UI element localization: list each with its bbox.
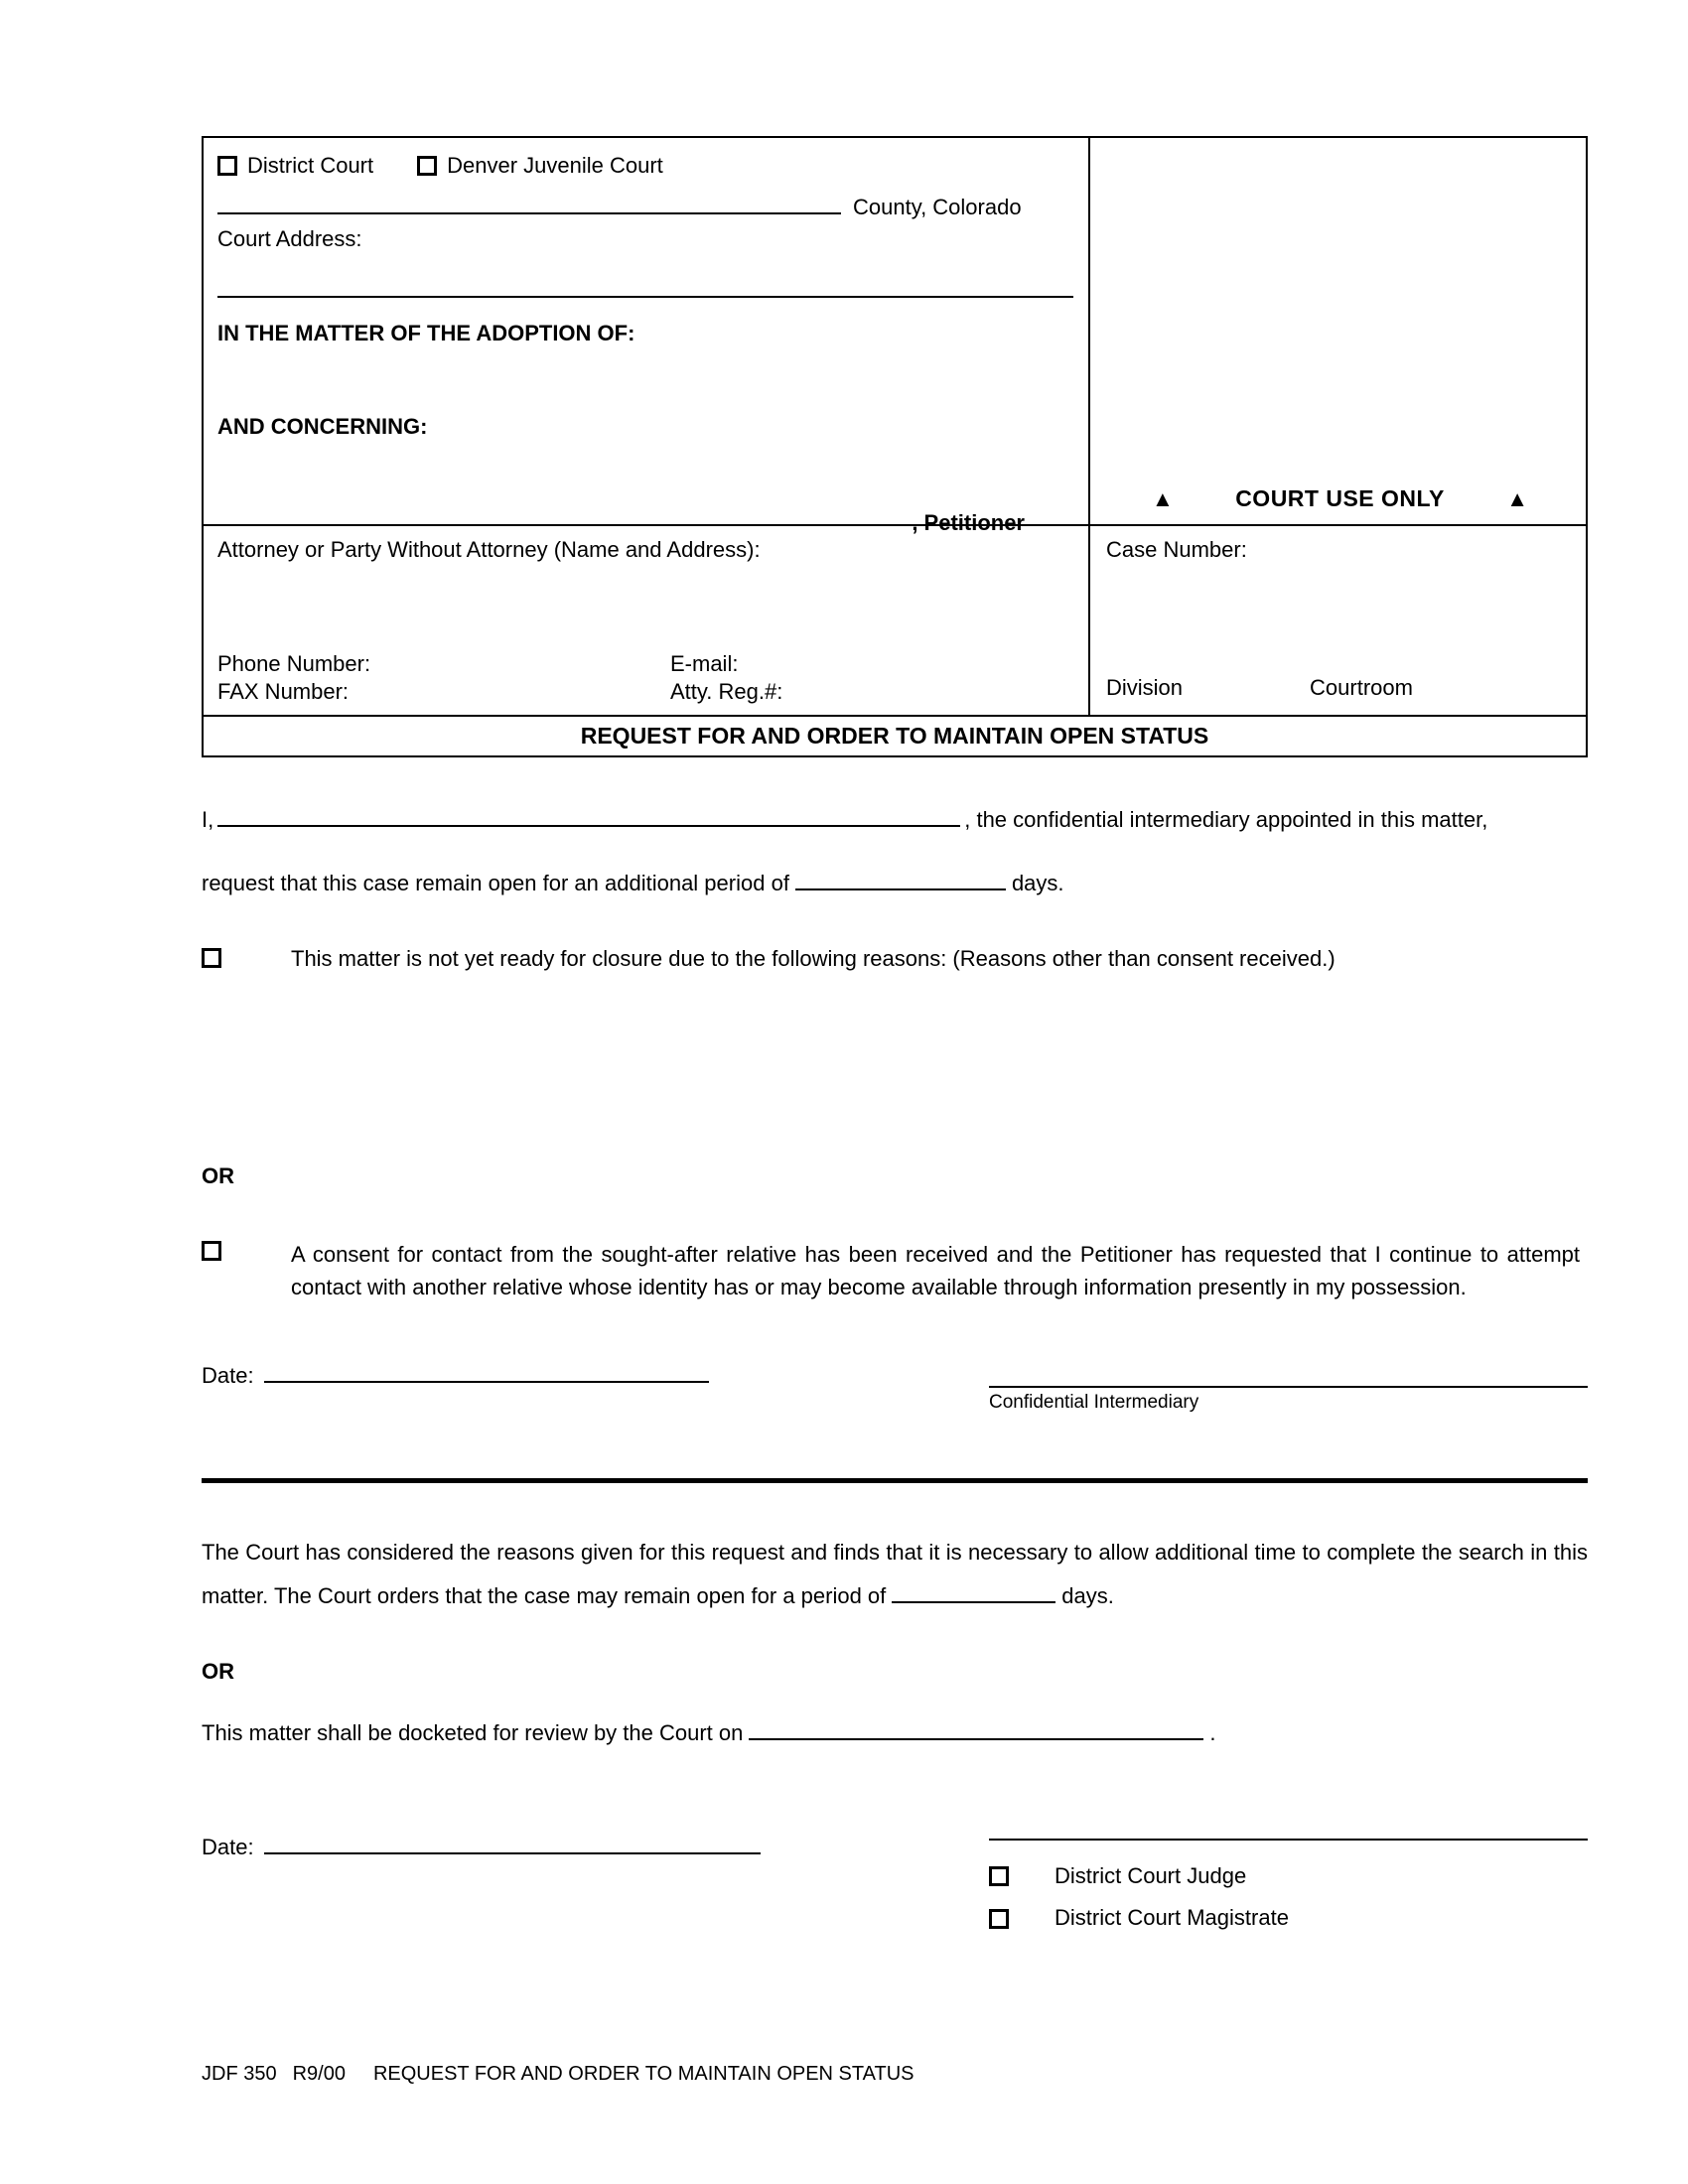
intermediary-date-signature-row — [202, 1361, 1588, 1413]
judge-signature-line[interactable] — [989, 1839, 1588, 1841]
court-use-only-row — [1152, 484, 1528, 514]
judge-signature-block — [989, 1839, 1588, 1931]
court-type-line — [217, 152, 1072, 181]
matter-of-adoption-heading: IN THE MATTER OF THE ADOPTION OF: — [217, 320, 635, 345]
and-concerning-heading: AND CONCERNING: — [217, 414, 428, 440]
date-label: Date: — [202, 1363, 254, 1389]
division-label: Division — [1106, 675, 1184, 701]
or-separator: OR — [202, 1162, 234, 1188]
attorney-cell — [204, 524, 1090, 715]
caption-box — [202, 136, 1588, 757]
case-number-label: Case Number: — [1106, 537, 1247, 562]
intermediary-signature-line[interactable] — [989, 1386, 1588, 1388]
district-court-label: District Court — [247, 153, 374, 178]
docket-review-line — [202, 1718, 1588, 1748]
signature-caption: Confidential Intermediary — [989, 1391, 1199, 1413]
intro-prefix: I, — [202, 807, 214, 832]
not-ready-check-item — [202, 945, 1588, 974]
finding-suffix: days. — [1061, 1582, 1114, 1608]
not-ready-text: This matter is not yet ready for closure due to the following reasons: (Reasons other than consent received.) — [291, 946, 1336, 972]
date-label: Date: — [202, 1835, 254, 1860]
attorney-label: Attorney or Party Without Attorney (Name and Address): — [217, 537, 761, 562]
phone-number-label: Phone Number: — [217, 650, 371, 676]
judge-check-line — [989, 1862, 1588, 1891]
court-header-cell — [204, 138, 1090, 535]
form-content — [202, 136, 1588, 2087]
judge-date-signature-row — [202, 1833, 1588, 1931]
intermediary-intro-line — [202, 805, 1588, 835]
atty-reg-label: Atty. Reg.#: — [670, 679, 783, 705]
division-courtroom-row — [1106, 674, 1572, 703]
email-label: E-mail: — [670, 650, 739, 676]
date-blank[interactable] — [264, 1833, 761, 1854]
court-address-blank[interactable] — [217, 296, 1073, 298]
form-footer — [202, 2061, 1588, 2087]
district-court-checkbox[interactable] — [217, 156, 237, 176]
courtroom-label: Courtroom — [1310, 675, 1413, 701]
period-prefix: request that this case remain open for an additional period of — [202, 870, 789, 895]
court-use-only-label: COURT USE ONLY — [1235, 485, 1445, 512]
county-name-blank[interactable] — [217, 193, 841, 214]
court-use-triangle-icon: ▲ — [1152, 486, 1174, 512]
district-court-judge-label: District Court Judge — [1055, 1862, 1247, 1888]
magistrate-check-line — [989, 1904, 1588, 1933]
docket-period: . — [1209, 1719, 1216, 1745]
county-line — [217, 193, 1072, 222]
finding-prefix: The Court has considered the reasons given for this request and finds that it is necessary to allow additional time to complete the search in this matter. The Court orders that the case may remain open for a period of — [202, 1539, 1588, 1608]
consent-text: A consent for contact from the sought-after relative has been received and the Petitioner has requested that I continue to attempt contact with another relative whose identity has or may become available through information presently in my possession. — [291, 1242, 1580, 1300]
date-field — [202, 1361, 709, 1391]
form-revision: R9/00 — [292, 2062, 346, 2085]
form-footer-title: REQUEST FOR AND ORDER TO MAINTAIN OPEN STATUS — [372, 2062, 914, 2085]
intro-suffix: , the confidential intermediary appointed in this matter, — [964, 807, 1488, 832]
denver-juvenile-court-label: Denver Juvenile Court — [447, 153, 663, 178]
court-address-label: Court Address: — [217, 226, 362, 252]
phone-email-row — [217, 650, 1074, 679]
fax-attyreg-row — [217, 678, 1074, 707]
or-separator: OR — [202, 1658, 234, 1684]
intermediary-signature-block — [989, 1386, 1588, 1413]
fax-number-label: FAX Number: — [217, 679, 350, 705]
county-suffix-label: County, Colorado — [853, 194, 1022, 219]
attorney-contact-rows — [217, 650, 1074, 707]
form-title: REQUEST FOR AND ORDER TO MAINTAIN OPEN STATUS — [204, 715, 1586, 755]
district-court-magistrate-checkbox[interactable] — [989, 1909, 1009, 1929]
intermediary-name-blank[interactable] — [217, 805, 960, 827]
court-use-triangle-icon: ▲ — [1506, 486, 1528, 512]
section-divider — [202, 1478, 1588, 1483]
additional-period-line — [202, 869, 1588, 898]
not-ready-checkbox[interactable] — [202, 948, 221, 968]
order-days-blank[interactable] — [892, 1581, 1055, 1603]
court-use-only-cell — [1090, 138, 1586, 524]
petitioner-label: , Petitioner — [912, 509, 1025, 535]
date-blank[interactable] — [264, 1361, 709, 1383]
court-finding-paragraph — [202, 1531, 1588, 1618]
district-court-judge-checkbox[interactable] — [989, 1866, 1009, 1886]
district-court-magistrate-label: District Court Magistrate — [1055, 1905, 1289, 1931]
case-number-cell — [1090, 524, 1586, 715]
period-suffix: days. — [1011, 870, 1064, 895]
denver-juvenile-court-checkbox[interactable] — [417, 156, 437, 176]
form-number: JDF 350 — [202, 2062, 277, 2085]
consent-check-item — [202, 1238, 1588, 1303]
additional-days-blank[interactable] — [795, 869, 1006, 890]
docket-date-blank[interactable] — [749, 1718, 1203, 1740]
docket-prefix: This matter shall be docketed for review by the Court on — [202, 1719, 744, 1745]
date-field — [202, 1833, 761, 1862]
consent-checkbox[interactable] — [202, 1241, 221, 1261]
